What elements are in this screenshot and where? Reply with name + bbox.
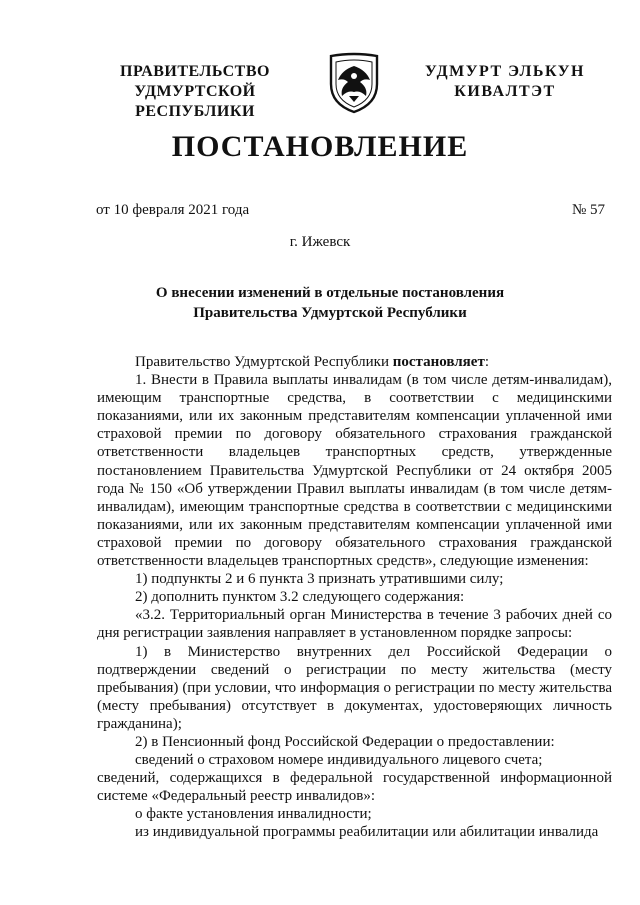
paragraph-7: сведений о страховом номере индивидуального лицевого счета; — [135, 752, 543, 769]
udmurt-coat-of-arms-icon — [327, 52, 381, 114]
government-name-russian — [80, 62, 310, 122]
paragraph-3: 2) дополнить пунктом 3.2 следующего содержания: — [135, 589, 465, 606]
government-name-udmurt-line2: КИВАЛТЭТ — [454, 83, 556, 100]
intro-paragraph — [97, 353, 612, 371]
government-name-udmurt-line1: УДМУРТ ЭЛЬКУН — [425, 63, 585, 80]
intro-suffix: : — [484, 354, 489, 370]
document-city: г. Ижевск — [289, 234, 351, 250]
document-body — [97, 353, 612, 842]
paragraph-5: 1) в Министерство внутренних дел Российской Федерации о подтверждении сведений о регистрации по месту жительства (месту пребывания) (при условии, что информация о регистрации по месту жительства (месту пребывания) отсутствует в документах, удостоверяющих личность гражданина); — [97, 643, 612, 732]
government-name-udmurt — [410, 62, 600, 102]
document-title: ПОСТАНОВЛЕНИЕ — [171, 130, 469, 163]
paragraph-9: о факте установления инвалидности; — [135, 806, 372, 823]
intro-prefix: Правительство Удмуртской Республики — [135, 354, 393, 370]
paragraph-8: сведений, содержащихся в федеральной государственной информационной системе «Федеральный реестр инвалидов»: — [97, 770, 612, 805]
intro-verb: постановляет — [392, 354, 485, 370]
government-name-line1: ПРАВИТЕЛЬСТВО — [120, 63, 270, 80]
government-name-line2: УДМУРТСКОЙ РЕСПУБЛИКИ — [134, 83, 256, 120]
document-subject — [60, 283, 600, 323]
paragraph-10: из индивидуальной программы реабилитации или абилитации инвалида — [135, 824, 599, 841]
document-number: № 57 — [571, 202, 605, 218]
paragraph-2: 1) подпункты 2 и 6 пункта 3 признать утратившими силу; — [135, 571, 504, 588]
subject-line2: Правительства Удмуртской Республики — [193, 305, 467, 321]
subject-line1: О внесении изменений в отдельные постановления — [155, 285, 505, 301]
paragraph-6: 2) в Пенсионный фонд Российской Федерации о предоставлении: — [135, 733, 555, 750]
paragraph-1: 1. Внести в Правила выплаты инвалидам (в том числе детям-инвалидам), имеющим транспортные средства, в соответствии с медицинскими показаниями, или их законным представителям компенсации уплаченной ими страховой премии по договору обязательного страхования гражданской ответственности владельцев транспортных средств, утвержденные постановлением Правительства Удмуртской Республики от 24 октября 2005 года № 150 «Об утверждении Правил выплаты инвалидам (в том числе детям-инвалидам), имеющим транспортные средства в соответствии с медицинскими показаниями, или их законным представителям компенсации уплаченной ими страховой премии по договору обязательного страхования гражданской ответственности владельцев транспортных средств», следующие изменения: — [97, 372, 612, 570]
paragraph-4: «3.2. Территориальный орган Министерства в течение 3 рабочих дней со дня регистрации заявления направляет в установленном порядке запросы: — [97, 607, 612, 642]
document-date: от 10 февраля 2021 года — [96, 202, 250, 218]
